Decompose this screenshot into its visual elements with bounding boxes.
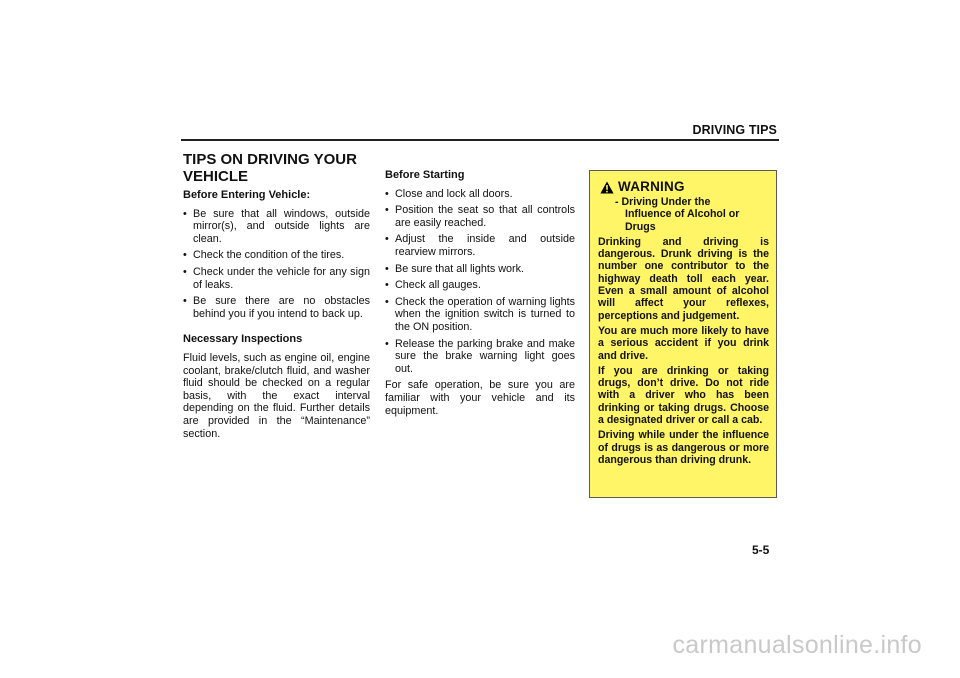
- list-item: • Close and lock all doors.: [385, 188, 575, 201]
- before-starting-list: [385, 188, 575, 376]
- warning-subtitle: [615, 196, 769, 233]
- warning-paragraph: You are much more likely to have a serious accident if you drink and drive.: [598, 324, 769, 362]
- warning-subtitle-line: Drugs: [625, 220, 656, 233]
- column-middle: [385, 169, 575, 417]
- warning-header: [600, 181, 769, 194]
- warning-triangle-icon: [600, 181, 614, 194]
- warning-paragraph: Driving while under the influence of drugs is as dangerous or more dangerous than driving drunk.: [598, 429, 769, 466]
- warning-subtitle-line: Influence of Alcohol or: [625, 208, 740, 221]
- list-item: • Position the seat so that all controls are easily reached.: [385, 204, 575, 229]
- warning-paragraph: Drinking and driving is dangerous. Drunk driving is the number one contributor to the highway death toll each year. Even a small amount of alcohol will affect your reflexes, perceptions and judgement.: [598, 235, 769, 322]
- before-entering-list: [183, 208, 370, 321]
- closing-text: For safe operation, be sure you are familiar with your vehicle and its equipment.: [385, 379, 575, 417]
- list-item: • Be sure there are no obstacles behind you if you intend to back up.: [183, 295, 370, 320]
- list-item: • Check the condition of the tires.: [183, 249, 370, 262]
- header-divider: [181, 139, 779, 141]
- list-item: • Check under the vehicle for any sign of leaks.: [183, 266, 370, 291]
- list-item: • Adjust the inside and outside rearview mirrors.: [385, 233, 575, 258]
- before-entering-heading: Before Entering Vehicle:: [183, 189, 311, 201]
- list-item: • Be sure that all lights work.: [385, 263, 575, 276]
- before-starting-heading: Before Starting: [385, 169, 465, 181]
- list-item: • Release the parking brake and make sure the brake warning light goes out.: [385, 338, 575, 376]
- watermark: carmanualsonline.info: [672, 631, 922, 659]
- inspections-text: Fluid levels, such as engine oil, engine coolant, brake/clutch fluid, and washer fluid should be checked on a regular basis, with the exact interval depending on the fluid. Further details are provided in the “Maintenance” section.: [183, 351, 370, 440]
- section-title: TIPS ON DRIVING YOUR VEHICLE: [183, 151, 357, 185]
- list-item: • Be sure that all windows, outside mirror(s), and outside lights are clean.: [183, 208, 370, 246]
- warning-paragraph: If you are drinking or taking drugs, don’t drive. Do not ride with a driver who has been drinking or taking drugs. Choose a designated driver or call a cab.: [598, 364, 769, 427]
- warning-box: [589, 170, 777, 498]
- running-header-title: DRIVING TIPS: [692, 123, 777, 137]
- column-left: [183, 151, 370, 440]
- list-item: • Check the operation of warning lights when the ignition switch is turned to the ON position.: [385, 296, 575, 334]
- page-number: 5-5: [752, 543, 770, 557]
- warning-title: WARNING: [618, 179, 685, 195]
- list-item: • Check all gauges.: [385, 279, 575, 292]
- inspections-heading: Necessary Inspections: [183, 333, 303, 346]
- warning-subtitle-line: - Driving Under the: [615, 196, 711, 208]
